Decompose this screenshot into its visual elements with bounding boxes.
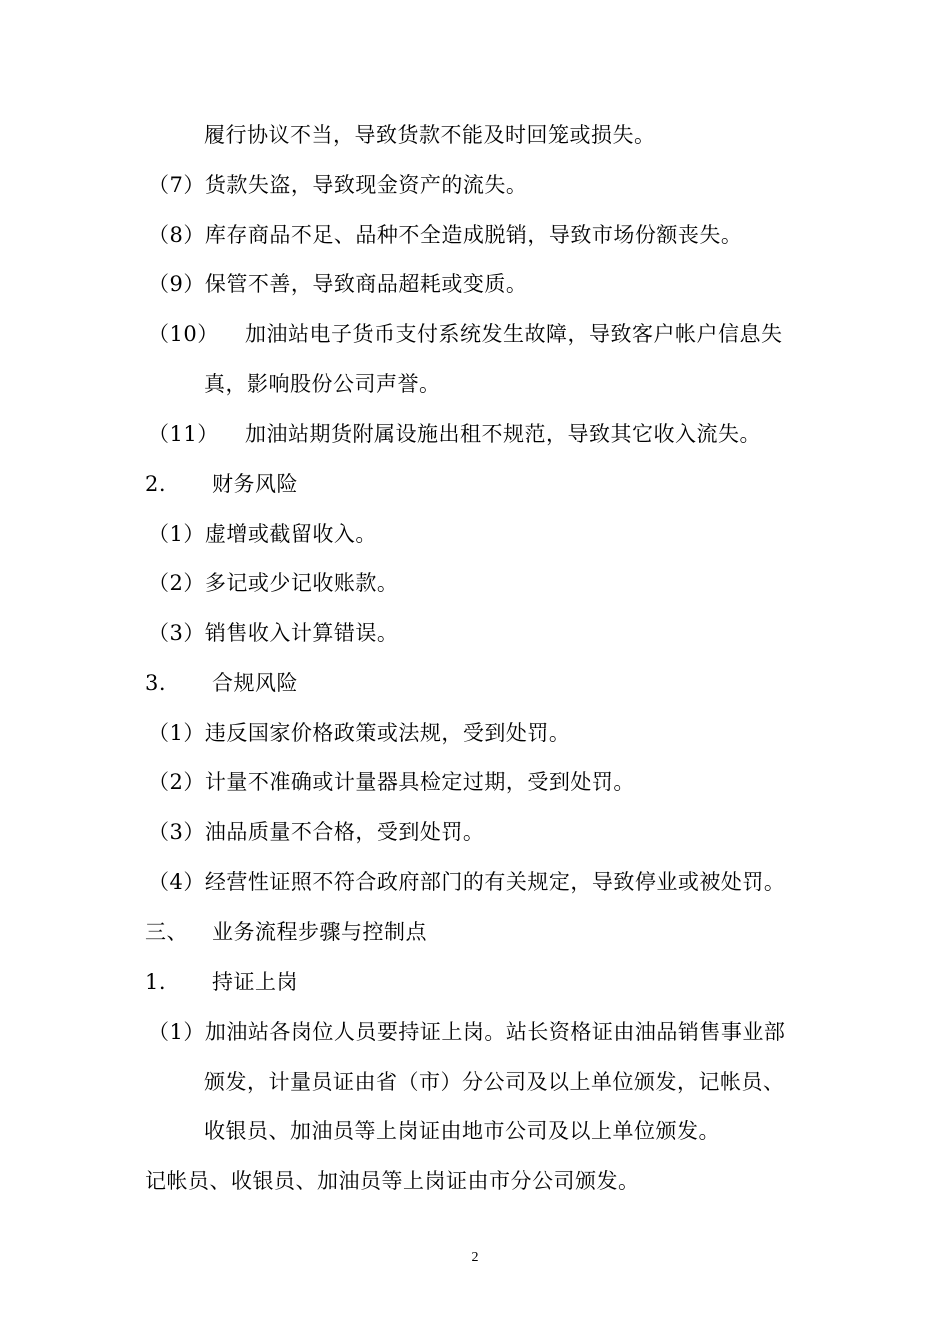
compliance-item-3	[148, 817, 484, 847]
section-heading-compliance-risk	[145, 668, 298, 698]
risk-item-7	[148, 170, 527, 200]
continuation-line	[204, 120, 656, 150]
certification-item-1	[148, 1017, 785, 1047]
page-number: 2	[471, 1250, 479, 1265]
continuation-line	[204, 1116, 720, 1146]
line-text: 销售收入计算错误。	[204, 621, 399, 645]
risk-item-9	[148, 269, 527, 299]
line-text: 履行协议不当，导致货款不能及时回笼或损失。	[204, 123, 656, 147]
line-text: 油品质量不合格，受到处罚。	[204, 820, 485, 844]
item-marker: （1）	[148, 522, 205, 546]
section-heading-financial-risk	[145, 469, 298, 499]
compliance-item-1	[148, 718, 570, 748]
risk-item-11	[148, 419, 761, 449]
line-text: 计量不准确或计量器具检定过期，受到处罚。	[204, 770, 635, 794]
line-text: 多记或少记收账款。	[204, 571, 399, 595]
section-number: 2.	[145, 472, 167, 496]
chapter-title: 业务流程步骤与控制点	[212, 920, 427, 944]
line-text: 货款失盗，导致现金资产的流失。	[204, 173, 528, 197]
item-marker: （10）	[148, 322, 219, 346]
item-marker: （2）	[148, 571, 205, 595]
compliance-item-2	[148, 767, 635, 797]
section-number: 3.	[145, 671, 167, 695]
chapter-heading-process-steps	[145, 917, 427, 947]
continuation-line	[204, 1067, 785, 1097]
line-text: 加油站各岗位人员要持证上岗。站长资格证由油品销售事业部	[204, 1020, 786, 1044]
section-heading-certification	[145, 967, 298, 997]
item-marker: （3）	[148, 621, 205, 645]
item-marker: （1）	[148, 721, 205, 745]
line-text: 库存商品不足、品种不全造成脱销，导致市场份额丧失。	[204, 223, 743, 247]
line-text: 违反国家价格政策或法规，受到处罚。	[204, 721, 571, 745]
line-text: 收银员、加油员等上岗证由地市公司及以上单位颁发。	[204, 1119, 720, 1143]
item-marker: （2）	[148, 770, 205, 794]
item-marker: （1）	[148, 1020, 205, 1044]
item-marker: （3）	[148, 820, 205, 844]
item-marker: （7）	[148, 173, 205, 197]
compliance-item-4	[148, 867, 785, 897]
continuation-line	[204, 369, 441, 399]
line-text: 虚增或截留收入。	[204, 522, 377, 546]
section-title: 财务风险	[212, 472, 298, 496]
item-marker: （11）	[148, 422, 219, 446]
section-title: 持证上岗	[212, 970, 298, 994]
chapter-number: 三、	[145, 920, 188, 944]
financial-item-3	[148, 618, 398, 648]
body-paragraph	[145, 1166, 640, 1196]
item-marker: （9）	[148, 272, 205, 296]
line-text: 经营性证照不符合政府部门的有关规定，导致停业或被处罚。	[204, 870, 786, 894]
line-text: 加油站电子货币支付系统发生故障，导致客户帐户信息失	[245, 322, 783, 346]
risk-item-10	[148, 319, 783, 349]
section-number: 1.	[145, 970, 167, 994]
risk-item-8	[148, 220, 742, 250]
item-marker: （8）	[148, 223, 205, 247]
line-text: 颁发，计量员证由省（市）分公司及以上单位颁发，记帐员、	[204, 1070, 785, 1094]
item-marker: （4）	[148, 870, 205, 894]
financial-item-2	[148, 568, 398, 598]
line-text: 记帐员、收银员、加油员等上岗证由市分公司颁发。	[145, 1169, 640, 1193]
line-text: 加油站期货附属设施出租不规范，导致其它收入流失。	[245, 422, 761, 446]
line-text: 保管不善，导致商品超耗或变质。	[204, 272, 528, 296]
section-title: 合规风险	[212, 671, 298, 695]
financial-item-1	[148, 519, 377, 549]
line-text: 真，影响股份公司声誉。	[204, 372, 441, 396]
